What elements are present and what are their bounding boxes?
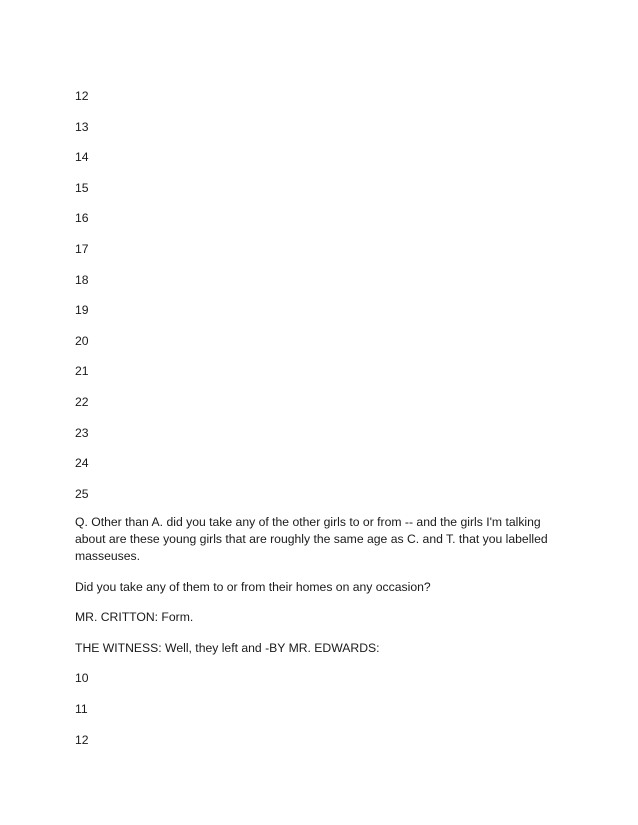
line-number: 13 [75, 119, 89, 134]
line-number: 15 [75, 180, 89, 195]
line-number: 21 [75, 364, 89, 379]
line-number: 18 [75, 272, 89, 287]
line-number: 25 [75, 486, 89, 501]
line-number: 10 [75, 671, 89, 686]
line-number: 12 [75, 732, 89, 747]
line-number: 24 [75, 456, 89, 471]
transcript-body [75, 88, 565, 762]
question-paragraph: Did you take any of them to or from their homes on any occasion? [75, 579, 431, 594]
question-paragraph: Q. Other than A. did you take any of the other girls to or from -- and the girls I'm talking about are these young girls that are roughly the same age as C. and T. that you labelled masseuses. [75, 515, 548, 564]
line-number: 22 [75, 394, 89, 409]
line-number: 23 [75, 425, 89, 440]
line-number: 12 [75, 89, 89, 103]
witness-paragraph: THE WITNESS: Well, they left and -BY MR. EDWARDS: [75, 640, 380, 655]
line-number: 14 [75, 150, 89, 165]
line-number: 11 [75, 701, 88, 716]
line-number: 19 [75, 303, 89, 318]
objection-paragraph: MR. CRITTON: Form. [75, 610, 194, 625]
line-number: 17 [75, 241, 89, 256]
line-number: 16 [75, 211, 89, 226]
line-number: 20 [75, 333, 89, 348]
